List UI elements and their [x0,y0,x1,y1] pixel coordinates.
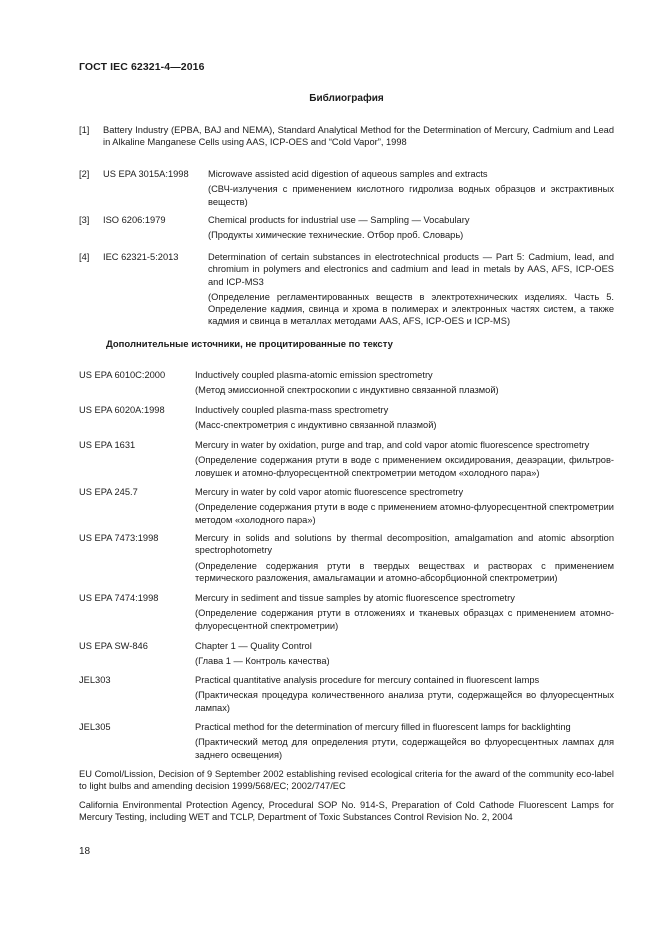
source-title-en: Inductively coupled plasma-atomic emission spectrometry [195,370,433,380]
source-entry [195,721,614,761]
source-title-en: Practical quantitative analysis procedure for mercury contained in fluorescent lamps [195,675,540,685]
source-code: JEL305 [79,722,111,732]
source-title-ru: (Определение содержания ртути в воде с применением атомно-флуоресцентной спектрометрии методом «холодного пара») [195,502,614,525]
bib-title-ru: (Определение регламентированных веществ в электротехнических изделиях. Часть 5. Определение кадмия, свинца и хрома в полимерах и электронных частях систем, а также кадмия и свинца в металлах методами AAS, AFS, ICP-OES и ICP-MS) [208,291,614,327]
source-code: US EPA 7474:1998 [79,593,159,603]
source-title-en: Inductively coupled plasma-mass spectrometry [195,405,389,415]
source-title-en: Chapter 1 — Quality Control [195,641,312,651]
bib-code: ISO 6206:1979 [103,215,166,225]
bib-code: IEC 62321-5:2013 [103,252,179,262]
source-title-ru: (Масс-спектрометрия с индуктивно связанной плазмой) [195,420,437,431]
source-entry [195,439,614,479]
bib-title-en: Chemical products for industrial use — Sampling — Vocabulary [208,215,470,225]
source-title-en: Practical method for the determination of mercury filled in fluorescent lamps for backlighting [195,722,571,732]
page-title: Библиография [309,93,384,104]
bib-code: US EPA 3015A:1998 [103,169,189,179]
source-paragraph: California Environmental Protection Agency, Procedural SOP No. 914-S, Preparation of Cold Cathode Fluorescent Lamps for Mercury Testing, including WET and TCLP, Department of Toxic Substances Control Revision No. 2, 2004 [79,800,614,823]
bib-number: [3] [79,215,90,225]
source-title-ru: (Определение содержания ртути в воде с применением оксидирования, деаэрации, фильтров-ловушек и атомно-флуоресцентной спектрометрии методом «холодного пара») [195,455,614,478]
source-code: JEL303 [79,675,111,685]
bib-number: [4] [79,252,90,262]
source-entry [195,369,614,397]
source-code: US EPA 6010C:2000 [79,370,166,380]
page-number: 18 [79,846,91,857]
source-entry [195,640,614,668]
source-title-ru: (Определение содержания ртути в твердых веществах и растворах с применением термического разложения, амальгамации и атомно-абсорбционной спектрометрии) [195,560,614,583]
bib-title-ru: (Продукты химические технические. Отбор проб. Словарь) [208,230,464,241]
source-title-ru: (Определение содержания ртути в отложениях и тканевых образцах с применением атомно-флуоресцентной спектрометрии) [195,608,614,631]
bib-number: [2] [79,169,90,179]
source-code: US EPA SW-846 [79,641,148,651]
bib-entry [208,251,614,328]
source-title-ru: (Практический метод для определения ртути, содержащейся во флуоресцентных лампах для заднего освещения) [195,737,614,760]
document-header: ГОСТ IEC 62321-4—2016 [79,61,205,73]
source-title-ru: (Метод эмиссионной спектроскопии с индуктивно связанной плазмой) [195,385,499,396]
source-code: US EPA 7473:1998 [79,533,159,543]
bib-title-en: Determination of certain substances in electrotechnical products — Part 5: Cadmium, lead, and chromium in polymers and electronics and cadmium and lead in metals by AAS, AFS, ICP-OES and ICP-MS3 [208,252,614,287]
source-code: US EPA 1631 [79,440,136,450]
source-title-en: Mercury in solids and solutions by thermal decomposition, amalgamation and atomic absorption spectrophotometry [195,533,614,556]
additional-sources-title: Дополнительные источники, не процитированные по тексту [106,339,393,350]
bib-entry [208,168,614,208]
source-title-ru: (Глава 1 — Контроль качества) [195,656,330,667]
source-title-en: Mercury in water by oxidation, purge and trap, and cold vapor atomic fluorescence spectrometry [195,440,590,450]
source-title-ru: (Практическая процедура количественного анализа ртути, содержащейся во флуоресцентных лампах) [195,690,614,713]
source-entry [195,592,614,632]
source-title-en: Mercury in sediment and tissue samples by atomic fluorescence spectrometry [195,593,515,603]
source-entry [195,532,614,584]
source-entry [195,486,614,526]
bib-number: [1] [79,125,90,135]
bib-title-en: Microwave assisted acid digestion of aqueous samples and extracts [208,169,488,179]
source-code: US EPA 6020A:1998 [79,405,165,415]
source-title-en: Mercury in water by cold vapor atomic fluorescence spectrometry [195,487,464,497]
source-code: US EPA 245.7 [79,487,138,497]
bib-text: Battery Industry (EPBA, BAJ and NEMA), Standard Analytical Method for the Determination of Mercury, Cadmium and Lead in Alkaline Manganese Cells using AAS, ICP-OES and “Cold Vapor”, 1998 [103,125,614,148]
bib-title-ru: (СВЧ-излучения с применением кислотного гидролиза водных образцов и экстрактивных веществ) [208,184,614,207]
source-entry [195,674,614,714]
source-paragraph: EU Comol/Lission, Decision of 9 September 2002 establishing revised ecological criteria for the award of the community eco-label to light bulbs and amending decision 1999/568/EC; 2002/747/EC [79,769,614,792]
bib-entry [208,214,614,242]
source-entry [195,404,614,432]
